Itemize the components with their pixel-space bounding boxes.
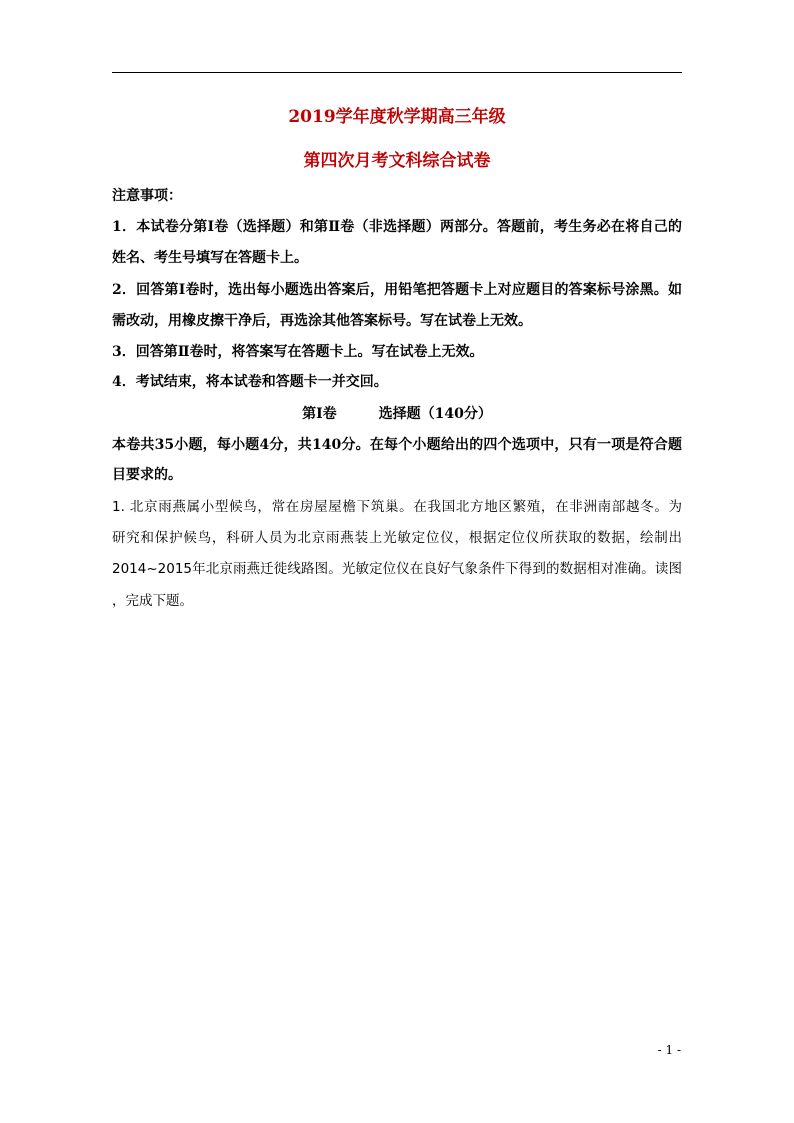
page-number: - 1 - bbox=[657, 1043, 681, 1057]
question-1-line-4: ，完成下题。 bbox=[112, 593, 193, 609]
exam-subtitle: 第四次月考文科综合试卷 bbox=[303, 151, 491, 171]
header-rule bbox=[112, 72, 682, 73]
section-intro-line-1: 本卷共35小题，每小题4分，共140分。在每个小题给出的四个选项中，只有一项是符合题 bbox=[112, 437, 682, 453]
notice-heading: 注意事项： bbox=[112, 188, 182, 204]
section-intro-line-2: 目要求的。 bbox=[112, 467, 182, 483]
section-heading: 第Ⅰ卷 选择题（140分） bbox=[302, 406, 492, 422]
question-1-line-3: 2014~2015年北京雨燕迁徙线路图。光敏定位仪在良好气象条件下得到的数据相对准确。读图 bbox=[112, 561, 682, 577]
question-1-line-1: 1. 北京雨燕属小型候鸟，常在房屋屋檐下筑巢。在我国北方地区繁殖，在非洲南部越冬。为 bbox=[112, 499, 682, 515]
notice-item-2-line-1: 2．回答第Ⅰ卷时，选出每小题选出答案后，用铅笔把答题卡上对应题目的答案标号涂黑。如 bbox=[112, 282, 682, 298]
notice-item-3: 3．回答第Ⅱ卷时，将答案写在答题卡上。写在试卷上无效。 bbox=[112, 344, 484, 360]
notice-item-2-line-2: 需改动，用橡皮擦干净后，再选涂其他答案标号。写在试卷上无效。 bbox=[112, 313, 532, 329]
notice-item-4: 4．考试结束，将本试卷和答题卡一并交回。 bbox=[112, 374, 388, 390]
exam-title: 2019学年度秋学期高三年级 bbox=[288, 107, 506, 127]
notice-item-1-line-2: 姓名、考生号填写在答题卡上。 bbox=[112, 250, 308, 266]
notice-item-1-line-1: 1．本试卷分第Ⅰ卷（选择题）和第Ⅱ卷（非选择题）两部分。答题前，考生务必在将自己的 bbox=[112, 219, 682, 235]
question-1-line-2: 研究和保护候鸟，科研人员为北京雨燕装上光敏定位仪，根据定位仪所获取的数据，绘制出 bbox=[112, 530, 682, 546]
